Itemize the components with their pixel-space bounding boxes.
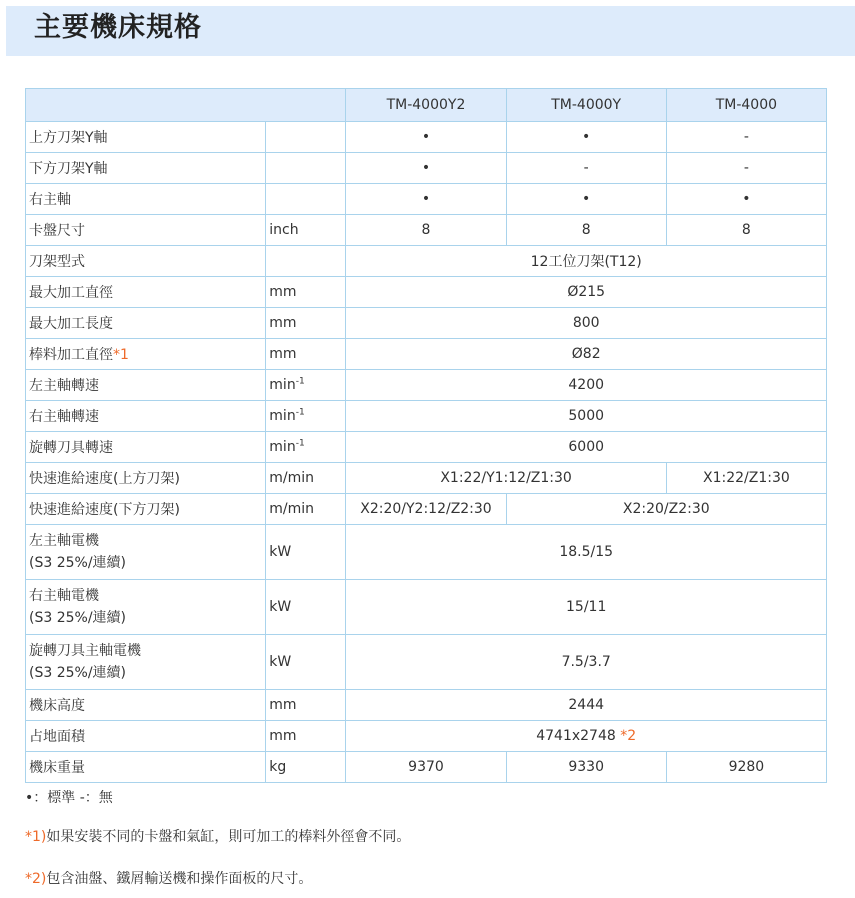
cell-value: • — [507, 122, 667, 153]
cell-value: 8 — [346, 215, 506, 246]
row-unit — [266, 184, 346, 215]
footnote-2 — [25, 868, 312, 888]
row-label-line: (S3 25%/連續) — [29, 555, 127, 571]
cell-value: 6000 — [346, 432, 827, 463]
table-row — [26, 215, 827, 246]
row-unit: m/min — [266, 463, 346, 494]
footnote-text: 如果安裝不同的卡盤和氣缸，則可加工的棒料外徑會不同。 — [46, 829, 411, 845]
cell-value: 5000 — [346, 401, 827, 432]
row-label: 旋轉刀具轉速 — [26, 432, 266, 463]
cell-value: 4200 — [346, 370, 827, 401]
row-unit: mm — [266, 277, 346, 308]
table-row — [26, 690, 827, 721]
row-label-line: 旋轉刀具主軸電機 — [29, 643, 141, 659]
row-label — [26, 580, 266, 635]
spec-table — [25, 88, 827, 783]
row-label: 占地面積 — [26, 721, 266, 752]
table-row — [26, 246, 827, 277]
cell-value: • — [346, 153, 506, 184]
table-row — [26, 153, 827, 184]
row-unit — [266, 246, 346, 277]
table-row — [26, 370, 827, 401]
row-unit: mm — [266, 721, 346, 752]
cell-value: X2:20/Y2:12/Z2:30 — [346, 494, 506, 525]
unit-exponent: -1 — [295, 376, 305, 387]
row-unit — [266, 432, 346, 463]
row-label: 上方刀架Y軸 — [26, 122, 266, 153]
page-title: 主要機床規格 — [34, 12, 202, 43]
legend: •：標準 -：無 — [25, 790, 113, 806]
cell-value: 8 — [667, 215, 827, 246]
row-label: 機床高度 — [26, 690, 266, 721]
cell-value: X1:22/Y1:12/Z1:30 — [346, 463, 666, 494]
row-unit: kW — [266, 635, 346, 690]
cell-value: 12工位刀架(T12) — [346, 246, 827, 277]
table-row — [26, 635, 827, 690]
cell-value: Ø215 — [346, 277, 827, 308]
row-unit: mm — [266, 339, 346, 370]
cell-value: • — [667, 184, 827, 215]
row-label: 下方刀架Y軸 — [26, 153, 266, 184]
unit-exponent: -1 — [295, 407, 305, 418]
row-unit: kW — [266, 525, 346, 580]
cell-value: 15/11 — [346, 580, 827, 635]
row-unit: mm — [266, 308, 346, 339]
row-label: 最大加工長度 — [26, 308, 266, 339]
table-row — [26, 525, 827, 580]
row-label — [26, 635, 266, 690]
cell-value: 9280 — [667, 752, 827, 783]
row-label-line: 左主軸電機 — [29, 533, 99, 549]
table-row — [26, 463, 827, 494]
row-label: 機床重量 — [26, 752, 266, 783]
row-label: 左主軸轉速 — [26, 370, 266, 401]
table-row — [26, 401, 827, 432]
cell-value: 7.5/3.7 — [346, 635, 827, 690]
footnote-mark: *2) — [25, 871, 47, 887]
row-label: 右主軸轉速 — [26, 401, 266, 432]
row-unit: inch — [266, 215, 346, 246]
cell-value: 9370 — [346, 752, 506, 783]
model-header: TM-4000Y — [507, 89, 667, 122]
row-label: 刀架型式 — [26, 246, 266, 277]
footnote-mark: *1) — [25, 829, 47, 845]
header-blank-cell — [26, 89, 346, 122]
table-row — [26, 752, 827, 783]
cell-value — [346, 721, 827, 752]
row-unit: kW — [266, 580, 346, 635]
row-label: 卡盤尺寸 — [26, 215, 266, 246]
row-unit — [266, 153, 346, 184]
unit-text: min — [269, 408, 296, 424]
row-unit — [266, 401, 346, 432]
row-label-line: (S3 25%/連續) — [29, 610, 127, 626]
cell-value: - — [667, 122, 827, 153]
row-unit — [266, 370, 346, 401]
row-unit — [266, 122, 346, 153]
row-label: 快速進給速度(下方刀架) — [26, 494, 266, 525]
cell-value: - — [667, 153, 827, 184]
table-row — [26, 432, 827, 463]
model-header: TM-4000 — [667, 89, 827, 122]
table-row — [26, 308, 827, 339]
table-header-row — [26, 89, 827, 122]
row-label-line: (S3 25%/連續) — [29, 665, 127, 681]
unit-exponent: -1 — [295, 438, 305, 449]
footnote-mark: *2 — [620, 728, 637, 744]
row-label: 最大加工直徑 — [26, 277, 266, 308]
table-row — [26, 721, 827, 752]
cell-value: 9330 — [507, 752, 667, 783]
table-row — [26, 184, 827, 215]
table-row — [26, 277, 827, 308]
row-label: 快速進給速度(上方刀架) — [26, 463, 266, 494]
cell-value: 8 — [507, 215, 667, 246]
table-row — [26, 122, 827, 153]
model-header: TM-4000Y2 — [346, 89, 506, 122]
row-unit: m/min — [266, 494, 346, 525]
cell-value: X1:22/Z1:30 — [667, 463, 827, 494]
cell-value: X2:20/Z2:30 — [507, 494, 827, 525]
table-row — [26, 580, 827, 635]
cell-value: Ø82 — [346, 339, 827, 370]
row-label: 右主軸 — [26, 184, 266, 215]
cell-value: 800 — [346, 308, 827, 339]
row-label-text: 棒料加工直徑 — [29, 347, 113, 363]
cell-value: • — [346, 122, 506, 153]
cell-value: • — [507, 184, 667, 215]
row-unit: kg — [266, 752, 346, 783]
footnote-text: 包含油盤、鐵屑輸送機和操作面板的尺寸。 — [46, 871, 313, 887]
table-row — [26, 339, 827, 370]
title-bar — [6, 6, 855, 56]
cell-value: - — [507, 153, 667, 184]
footnote-1 — [25, 826, 410, 846]
row-label-line: 右主軸電機 — [29, 588, 99, 604]
row-label — [26, 525, 266, 580]
unit-text: min — [269, 439, 296, 455]
cell-value-text: 4741x2748 — [536, 728, 616, 744]
unit-text: min — [269, 377, 296, 393]
table-row — [26, 494, 827, 525]
cell-value: 18.5/15 — [346, 525, 827, 580]
cell-value: • — [346, 184, 506, 215]
cell-value: 2444 — [346, 690, 827, 721]
row-label — [26, 339, 266, 370]
row-unit: mm — [266, 690, 346, 721]
footnote-mark: *1 — [113, 347, 129, 363]
